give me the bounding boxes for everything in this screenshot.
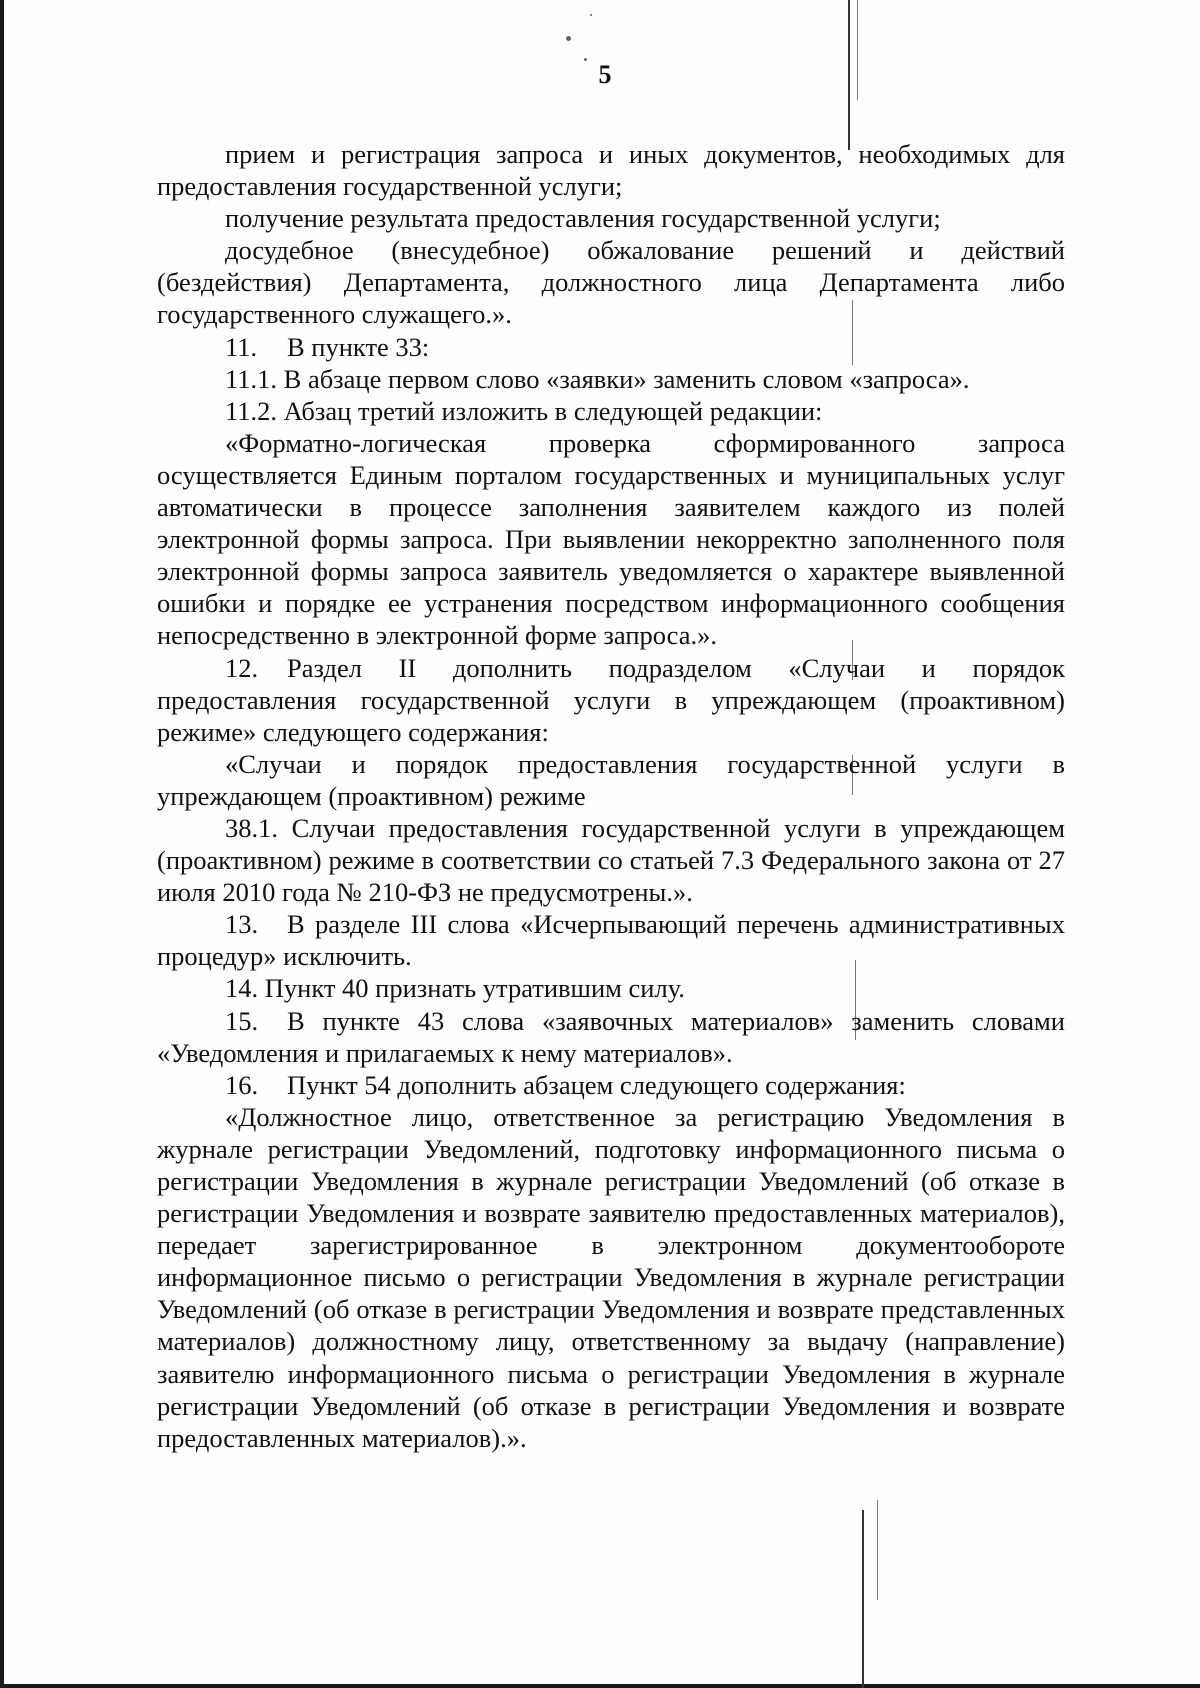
document-body [157, 138, 1065, 1454]
scan-artifact-line [877, 1500, 878, 1600]
item-text: В пункте 33: [287, 331, 430, 362]
item-number: 16. [225, 1069, 259, 1100]
paragraph: прием и регистрация запроса и иных документов, необходимых для предоставления государственной услуги; [157, 139, 1065, 202]
scan-speck [590, 14, 592, 16]
scan-border-bottom [0, 1684, 1200, 1688]
numbered-item-16 [157, 1069, 1065, 1101]
paragraph: 14. Пункт 40 признать утратившим силу. [225, 973, 685, 1004]
item-number: 15. [225, 1005, 259, 1036]
paragraph: досудебное (внесудебное) обжалование решений и действий (бездействия) Департамента, должностного лица Департамента либо государственного служащего.». [157, 235, 1065, 330]
numbered-item-13 [157, 908, 1065, 972]
item-number: 11. [225, 331, 258, 362]
paragraph: 38.1. Случаи предоставления государственной услуги в упреждающем (проактивном) режиме в соответствии со статьей 7.3 Федерального закона от 27 июля 2010 года № 210-ФЗ не предусмотрены.». [157, 812, 1065, 908]
item-text: В разделе III слова «Исчерпывающий перечень административных процедур» исключить. [157, 909, 1065, 972]
item-text: В пункте 43 слова «заявочных материалов» заменить словами «Уведомления и прилагаемых к нему материалов». [157, 1005, 1065, 1068]
paragraph: «Форматно-логическая проверка сформированного запроса осуществляется Единым порталом государственных и муниципальных услуг автоматически в процессе заполнения заявителем каждого из полей электронной формы запроса. При выявлении некорректно заполненного поля электронной формы запроса заявитель уведомляется о характере выявленной ошибки и порядке ее устранения посредством информационного сообщения непосредственно в электронной форме запроса.». [157, 427, 1065, 651]
item-number: 12. [225, 652, 259, 683]
numbered-item-15 [157, 1005, 1065, 1069]
paragraph: «Случаи и порядок предоставления государственной услуги в упреждающем (проактивном) режиме [157, 748, 1065, 811]
scan-speck [566, 36, 571, 41]
paragraph: 11.2. Абзац третий изложить в следующей редакции: [225, 395, 823, 426]
paragraph: получение результата предоставления государственной услуги; [225, 203, 941, 234]
page-number: 5 [598, 60, 612, 89]
scan-border-left [0, 0, 4, 1688]
item-text: Раздел II дополнить подразделом «Случаи и порядок предоставления государственной услуги в упреждающем (проактивном) режиме» следующего содержания: [157, 652, 1065, 747]
paragraph: «Должностное лицо, ответственное за регистрацию Уведомления в журнале регистрации Уведомлений, подготовку информационного письма о регистрации Уведомления в журнале регистрации Уведомлений (об отказе в регистрации Уведомления и возврате заявителю предоставленных материалов), передает зарегистрированное в электронном документообороте информационное письмо о регистрации Уведомления в журнале регистрации Уведомлений (об отказе в регистрации Уведомления и возврате представленных материалов) должностному лицу, ответственному за выдачу (направление) заявителю информационного письма о регистрации Уведомления в журнале регистрации Уведомлений (об отказе в регистрации Уведомления и возврате предоставленных материалов).». [157, 1101, 1065, 1453]
numbered-item-11 [157, 331, 1065, 363]
paragraph: 11.1. В абзаце первом слово «заявки» заменить словом «запроса». [225, 363, 970, 394]
item-number: 13. [225, 909, 259, 940]
item-text: Пункт 54 дополнить абзацем следующего содержания: [287, 1069, 906, 1100]
numbered-item-12 [157, 652, 1065, 748]
scan-artifact-line [862, 1510, 864, 1688]
